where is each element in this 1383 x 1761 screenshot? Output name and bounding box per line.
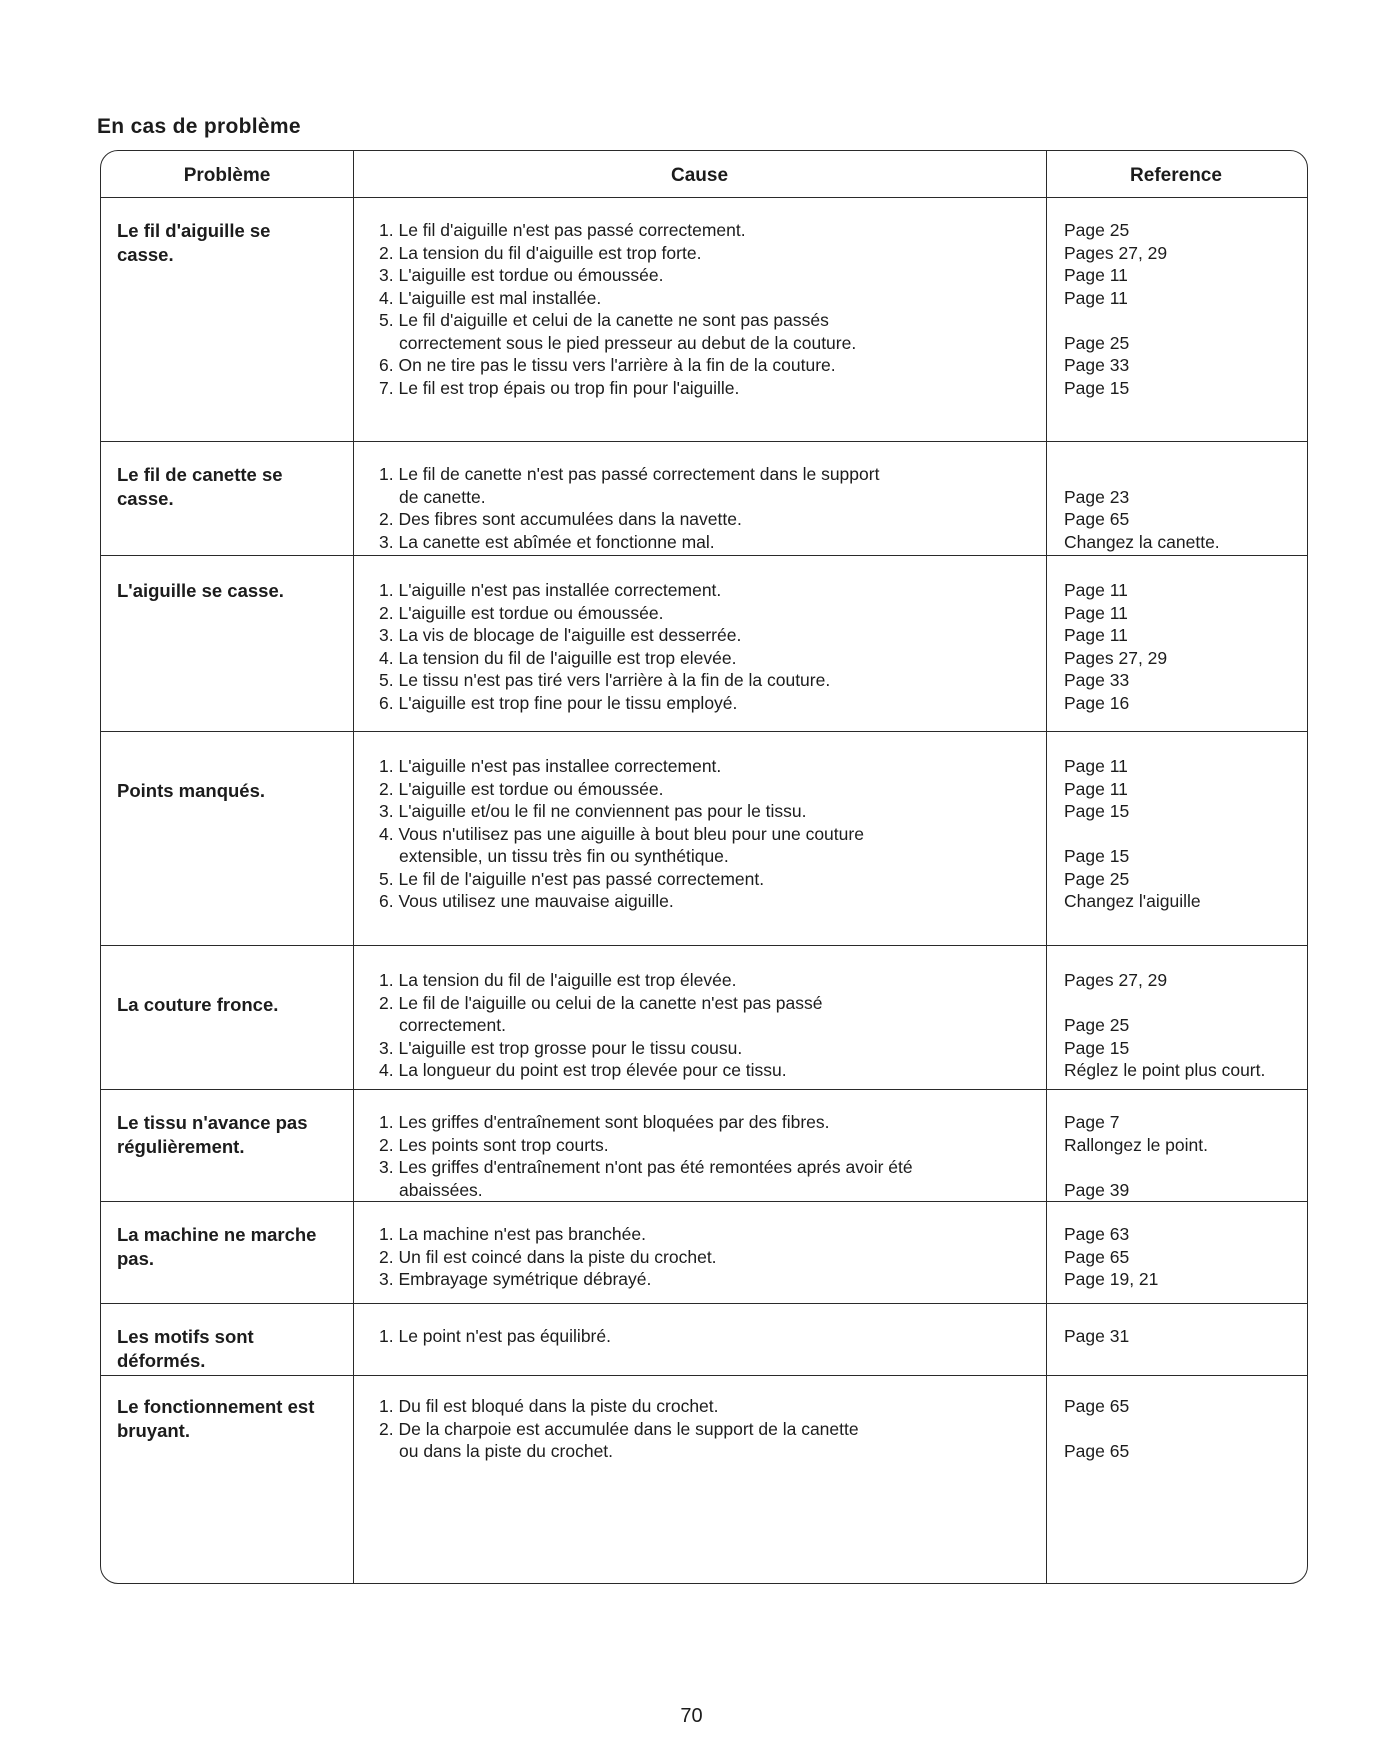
reference-line: Page 11 <box>1064 625 1128 645</box>
cause-line: 1. La machine n'est pas branchée. <box>379 1224 646 1244</box>
reference-line: Page 25 <box>1064 1015 1130 1035</box>
cause-line: 3. La canette est abîmée et fonctionne mal. <box>379 531 715 552</box>
cause-line: 3. Les griffes d'entraînement n'ont pas été remontées aprés avoir été <box>379 1157 913 1177</box>
cause-line: 1. La tension du fil de l'aiguille est trop élevée. <box>379 970 737 990</box>
reference-line: Page 11 <box>1064 287 1128 308</box>
problem-cell <box>117 1223 347 1271</box>
reference-line: Page 15 <box>1064 377 1130 398</box>
problem-text <box>117 755 347 779</box>
cause-line: 4. Vous n'utilisez pas une aiguille à bout bleu pour une couture <box>379 823 864 844</box>
problem-cell <box>117 969 347 1017</box>
reference-line <box>1064 463 1304 486</box>
problem-text: déformés. <box>117 1350 206 1371</box>
cause-line: 5. Le tissu n'est pas tiré vers l'arrière à la fin de la couture. <box>379 670 831 690</box>
reference-cell <box>1064 1325 1304 1348</box>
problem-text <box>117 969 347 993</box>
cause-line: 2. La tension du fil d'aiguille est trop forte. <box>379 242 702 263</box>
reference-line: Page 7 <box>1064 1112 1120 1132</box>
cause-line: correctement. <box>399 1015 506 1035</box>
reference-line <box>1064 823 1304 846</box>
problem-text: L'aiguille se casse. <box>117 580 284 601</box>
cause-line: 5. Le fil de l'aiguille n'est pas passé correctement. <box>379 868 765 889</box>
cause-line: 6. Vous utilisez une mauvaise aiguille. <box>379 891 674 911</box>
problem-text: Le fil d'aiguille se <box>117 220 271 241</box>
cause-line: 3. L'aiguille est tordue ou émoussée. <box>379 265 664 285</box>
reference-cell <box>1064 1395 1304 1463</box>
row-divider <box>101 555 1307 556</box>
cause-line: extensible, un tissu très fin ou synthétique. <box>399 846 729 866</box>
cause-line: 2. L'aiguille est tordue ou émoussée. <box>379 778 664 799</box>
cause-line: ou dans la piste du crochet. <box>399 1441 614 1461</box>
reference-line: Page 65 <box>1064 1396 1130 1416</box>
cause-line: 6. L'aiguille est trop fine pour le tissu employé. <box>379 692 738 713</box>
reference-line: Réglez le point plus court. <box>1064 1060 1266 1080</box>
problem-text: Points manqués. <box>117 780 266 801</box>
cause-cell <box>379 1223 1059 1291</box>
reference-line: Pages 27, 29 <box>1064 647 1168 668</box>
reference-line: Page 11 <box>1064 778 1128 799</box>
reference-line: Page 19, 21 <box>1064 1269 1159 1289</box>
problem-cell <box>117 755 347 803</box>
reference-line: Page 31 <box>1064 1326 1130 1346</box>
problem-text: La couture fronce. <box>117 994 279 1015</box>
reference-line: Page 25 <box>1064 332 1130 353</box>
cause-line: 3. L'aiguille et/ou le fil ne conviennent pas pour le tissu. <box>379 801 807 821</box>
reference-line: Pages 27, 29 <box>1064 970 1168 990</box>
cause-line: 6. On ne tire pas le tissu vers l'arrière à la fin de la couture. <box>379 355 836 375</box>
reference-line: Page 11 <box>1064 602 1128 623</box>
reference-line: Page 16 <box>1064 692 1130 713</box>
column-divider <box>353 151 354 1583</box>
problem-text: pas. <box>117 1248 155 1269</box>
reference-line: Page 65 <box>1064 509 1130 529</box>
row-divider <box>101 945 1307 946</box>
cause-line: 1. Du fil est bloqué dans la piste du crochet. <box>379 1396 719 1416</box>
cause-line: 4. La longueur du point est trop élevée pour ce tissu. <box>379 1060 787 1080</box>
problem-text: casse. <box>117 488 174 509</box>
cause-cell <box>379 1395 1059 1463</box>
row-divider <box>101 1201 1307 1202</box>
cause-cell <box>379 579 1059 714</box>
reference-cell <box>1064 579 1304 714</box>
reference-line: Page 33 <box>1064 670 1130 690</box>
problem-text: régulièrement. <box>117 1136 245 1157</box>
row-divider <box>101 1375 1307 1376</box>
problem-text: Le tissu n'avance pas <box>117 1112 308 1133</box>
cause-line: 2. Les points sont trop courts. <box>379 1134 609 1155</box>
cause-line: 3. La vis de blocage de l'aiguille est desserrée. <box>379 625 742 645</box>
problem-text: La machine ne marche <box>117 1224 317 1245</box>
problem-text: Le fil de canette se <box>117 464 283 485</box>
cause-line: de canette. <box>399 486 486 507</box>
reference-cell <box>1064 969 1304 1082</box>
reference-cell <box>1064 755 1304 913</box>
reference-line: Page 11 <box>1064 580 1128 600</box>
cause-line: 1. Le point n'est pas équilibré. <box>379 1326 611 1346</box>
reference-line: Page 15 <box>1064 801 1130 821</box>
cause-line: 2. De la charpoie est accumulée dans le support de la canette <box>379 1418 859 1439</box>
cause-line: 1. Le fil d'aiguille n'est pas passé correctement. <box>379 220 746 240</box>
reference-line: Page 15 <box>1064 846 1130 866</box>
reference-line: Page 33 <box>1064 355 1130 375</box>
cause-line: 2. Des fibres sont accumulées dans la navette. <box>379 509 742 529</box>
cause-line: abaissées. <box>399 1179 483 1200</box>
cause-line: 2. L'aiguille est tordue ou émoussée. <box>379 602 664 623</box>
problem-text: bruyant. <box>117 1420 190 1441</box>
cause-line: 2. Le fil de l'aiguille ou celui de la canette n'est pas passé <box>379 992 823 1013</box>
reference-line: Page 39 <box>1064 1179 1130 1200</box>
cause-cell <box>379 755 1059 913</box>
row-divider <box>101 441 1307 442</box>
cause-line: 5. Le fil d'aiguille et celui de la canette ne sont pas passés <box>379 310 829 330</box>
cause-line: 3. Embrayage symétrique débrayé. <box>379 1269 652 1289</box>
cause-cell <box>379 1325 1059 1348</box>
cause-line: 2. Un fil est coincé dans la piste du crochet. <box>379 1246 717 1267</box>
cause-cell <box>379 1111 1059 1201</box>
reference-line: Pages 27, 29 <box>1064 242 1168 263</box>
cause-cell <box>379 219 1059 399</box>
cause-line: 3. L'aiguille est trop grosse pour le tissu cousu. <box>379 1037 743 1058</box>
header-cause: Cause <box>670 165 729 186</box>
reference-line: Changez la canette. <box>1064 531 1220 552</box>
cause-line: 4. L'aiguille est mal installée. <box>379 287 602 308</box>
reference-line: Page 65 <box>1064 1246 1130 1267</box>
cause-line: 7. Le fil est trop épais ou trop fin pour l'aiguille. <box>379 377 740 398</box>
reference-line: Page 15 <box>1064 1037 1130 1058</box>
cause-line: 1. L'aiguille n'est pas installée correctement. <box>379 580 722 600</box>
cause-line: 1. Le fil de canette n'est pas passé correctement dans le support <box>379 464 880 484</box>
problem-text: Le fonctionnement est <box>117 1396 315 1417</box>
problem-cell <box>117 579 347 603</box>
reference-cell <box>1064 463 1304 553</box>
page-number: 70 <box>680 1705 703 1727</box>
problem-cell <box>117 219 347 267</box>
problem-cell <box>117 1395 347 1443</box>
problem-cell <box>117 463 347 511</box>
troubleshooting-table <box>100 150 1308 1584</box>
reference-cell <box>1064 219 1304 399</box>
reference-line <box>1064 309 1304 332</box>
cause-cell <box>379 463 1059 553</box>
row-divider <box>101 731 1307 732</box>
header-reference: Reference <box>1130 165 1222 186</box>
problem-text: Les motifs sont <box>117 1326 254 1347</box>
cause-line: 1. L'aiguille n'est pas installee correctement. <box>379 756 722 776</box>
reference-line: Page 63 <box>1064 1224 1130 1244</box>
cause-cell <box>379 969 1059 1082</box>
cause-line: correctement sous le pied presseur au debut de la couture. <box>399 332 857 353</box>
problem-text: casse. <box>117 244 174 265</box>
reference-line <box>1064 1156 1304 1179</box>
reference-line <box>1064 992 1304 1015</box>
problem-cell <box>117 1325 347 1373</box>
reference-line: Changez l'aiguille <box>1064 891 1201 911</box>
row-divider <box>101 197 1307 198</box>
reference-line: Page 11 <box>1064 756 1128 776</box>
row-divider <box>101 1303 1307 1304</box>
reference-cell <box>1064 1223 1304 1291</box>
reference-line <box>1064 1418 1304 1441</box>
cause-line: 1. Les griffes d'entraînement sont bloquées par des fibres. <box>379 1112 830 1132</box>
reference-line: Page 25 <box>1064 220 1130 240</box>
reference-line: Page 65 <box>1064 1441 1130 1461</box>
problem-cell <box>117 1111 347 1159</box>
row-divider <box>101 1089 1307 1090</box>
reference-line: Page 25 <box>1064 868 1130 889</box>
header-problem: Problème <box>183 165 271 186</box>
reference-line: Page 11 <box>1064 265 1128 285</box>
reference-line: Page 23 <box>1064 486 1130 507</box>
reference-line: Rallongez le point. <box>1064 1134 1208 1155</box>
cause-line: 4. La tension du fil de l'aiguille est trop elevée. <box>379 647 737 668</box>
page-title: En cas de problème <box>97 115 301 138</box>
reference-cell <box>1064 1111 1304 1201</box>
